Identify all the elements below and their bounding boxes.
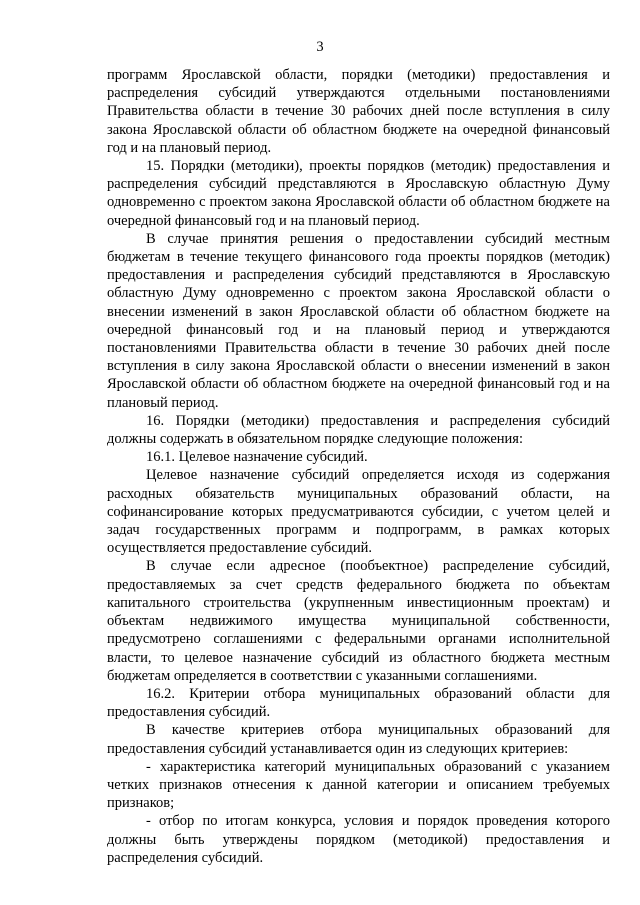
- paragraph-continuation: программ Ярославской области, порядки (методики) предоставления и распределения субсидий утверждаются отдельными постановлениями Правительства области в течение 30 рабочих дней после вступления в силу закона Ярославской области об областном бюджете на очередной финансовый год и на плановый период.: [107, 67, 610, 156]
- paragraph-subsidy-decision: В случае принятия решения о предоставлении субсидий местным бюджетам в течение текущего финансового года проекты порядков (методик) предоставления и распределения субсидий представляются в Ярославскую областную Думу одновременно с проектом закона Ярославской области о внесении изменений в закон Ярославской области об областном бюджете на очередной финансовый год и на плановый период и утверждаются постановлениями Правительства области в течение 30 рабочих дней после вступления в силу закона Ярославской области о внесении изменений в закон Ярославской области об областном бюджете на очередной финансовый год и на плановый период.: [107, 230, 610, 411]
- paragraph-address-distribution: В случае если адресное (пообъектное) распределение субсидий, предоставляемых за счет средств федерального бюджета по объектам капитального строительства (укрупненным инвестиционным проектам) и объектам недвижимого имущества муниципальной собственности, предусмотрено соглашениями с федеральными органами исполнительной власти, то целевое назначение субсидий из областного бюджета местным бюджетам определяется в соответствии с указанными соглашениями.: [107, 558, 610, 684]
- document-body: [107, 66, 610, 867]
- paragraph-target-purpose: Целевое назначение субсидий определяется исходя из содержания расходных обязательств муниципальных образований области, на софинансирование которых предусматриваются субсидии, с учетом целей и задач государственных программ и подпрограмм, в рамках которых осуществляется предоставление субсидий.: [107, 467, 610, 557]
- paragraph-item-16-1: 16.1. Целевое назначение субсидий.: [146, 449, 368, 466]
- paragraph-item-16: 16. Порядки (методики) предоставления и распределения субсидий должны содержать в обязательном порядке следующие положения:: [107, 412, 610, 448]
- list-item-category-criterion: - характеристика категорий муниципальных образований с указанием четких признаков отнесения к данной категории и описанием требуемых признаков;: [107, 758, 610, 812]
- paragraph-item-15: 15. Порядки (методики), проекты порядков (методик) предоставления и распределения субсидий представляются в Ярославскую областную Думу одновременно с проектом закона Ярославской области об областном бюджете на очередной финансовый год и на плановый период.: [107, 158, 610, 229]
- paragraph-criteria-intro: В качестве критериев отбора муниципальных образований для предоставления субсидий устанавливается один из следующих критериев:: [107, 722, 610, 757]
- page-number: 3: [316, 39, 324, 55]
- list-item-contest-criterion: - отбор по итогам конкурса, условия и порядок проведения которого должны быть утверждены порядком (методикой) предоставления и распределения субсидий.: [107, 813, 610, 866]
- paragraph-item-16-2: 16.2. Критерии отбора муниципальных образований области для предоставления субсидий.: [107, 685, 610, 721]
